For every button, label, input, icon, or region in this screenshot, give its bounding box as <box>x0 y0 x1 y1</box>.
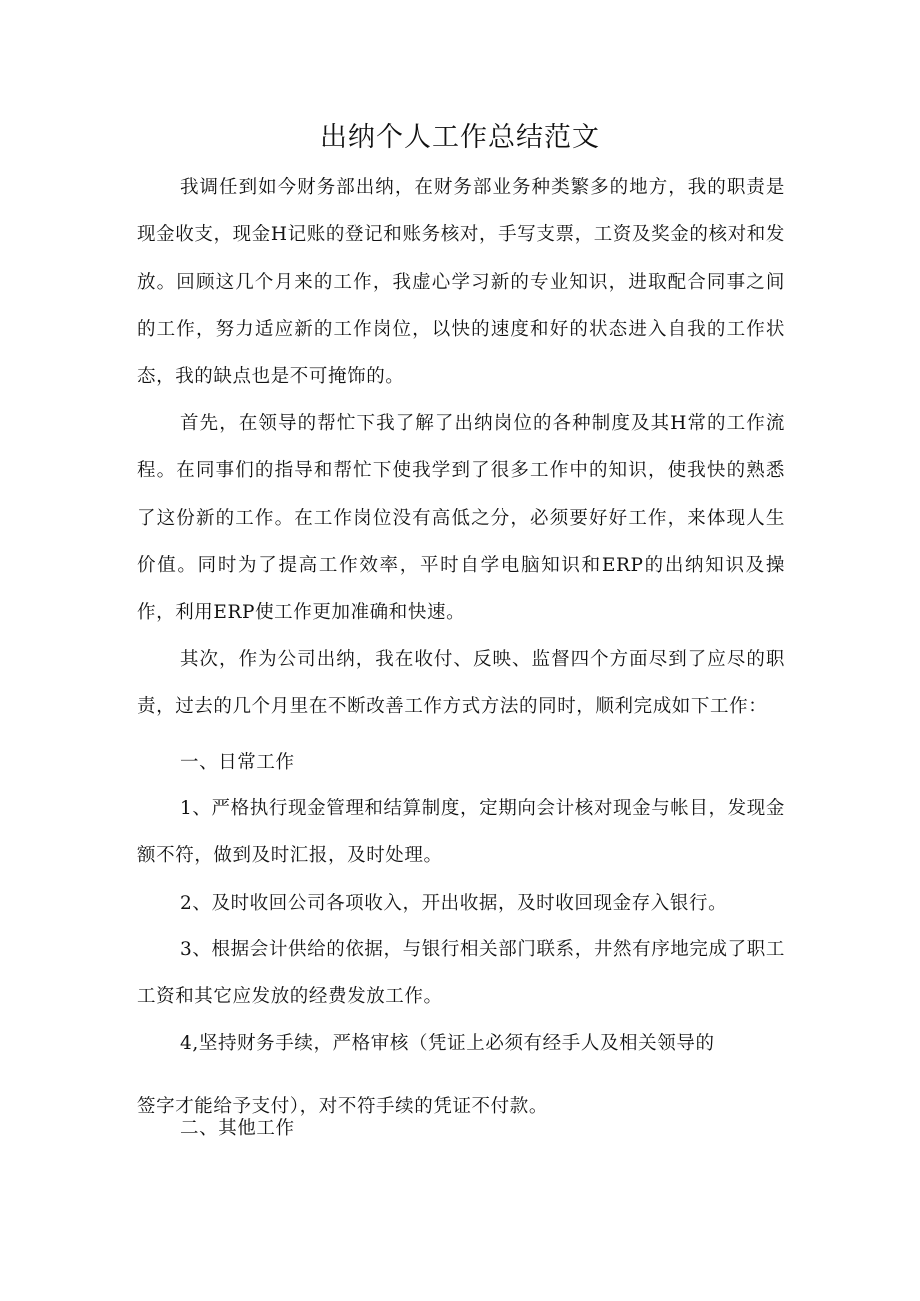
list-item-3: 3、根据会计供给的依据，与银行相关部门联系，井然有序地完成了职工工资和其它应发放的经费发放工作。 <box>137 939 785 1008</box>
list-item-4: 4,坚持财务手续，严格审核（凭证上必须有经手人及相关领导的 <box>180 1033 715 1054</box>
list-item-2: 2、及时收回公司各项收入，开出收据，及时收回现金存入银行。 <box>180 893 728 914</box>
section-heading-other-work: 二、其他工作 <box>180 1118 295 1139</box>
paragraph-first: 首先，在领导的帮忙下我了解了出纳岗位的各种制度及其H常的工作流程。在同事们的指导和帮忙下使我学到了很多工作中的知识，使我快的熟悉了这份新的工作。在工作岗位没有高低之分，必须要好好工作，来体现人生价值。同时为了提高工作效率，平时自学电脑知识和ERP的出纳知识及操作，利用ERP使工作更加准确和快速。 <box>137 413 785 624</box>
list-item-4-continuation: 签字才能给予支付），对不符手续的凭证不付款。 <box>137 1096 548 1117</box>
document-title: 出纳个人工作总结范文 <box>320 122 600 153</box>
list-item-1: 1、严格执行现金管理和结算制度，定期向会计核对现金与帐目，发现金额不符，做到及时汇报，及时处理。 <box>137 798 785 867</box>
paragraph-intro: 我调任到如今财务部出纳，在财务部业务种类繁多的地方，我的职责是现金收支，现金H记账的登记和账务核对，手写支票，工资及奖金的核对和发放。回顾这几个月来的工作，我虚心学习新的专业知识，进取配合同事之间的工作，努力适应新的工作岗位，以快的速度和好的状态进入自我的工作状态，我的缺点也是不可掩饰的。 <box>137 177 785 388</box>
paragraph-second: 其次，作为公司出纳，我在收付、反映、监督四个方面尽到了应尽的职责，过去的几个月里在不断改善工作方式方法的同时，顺利完成如下工作： <box>137 649 785 718</box>
section-heading-daily-work: 一、日常工作 <box>180 752 295 773</box>
